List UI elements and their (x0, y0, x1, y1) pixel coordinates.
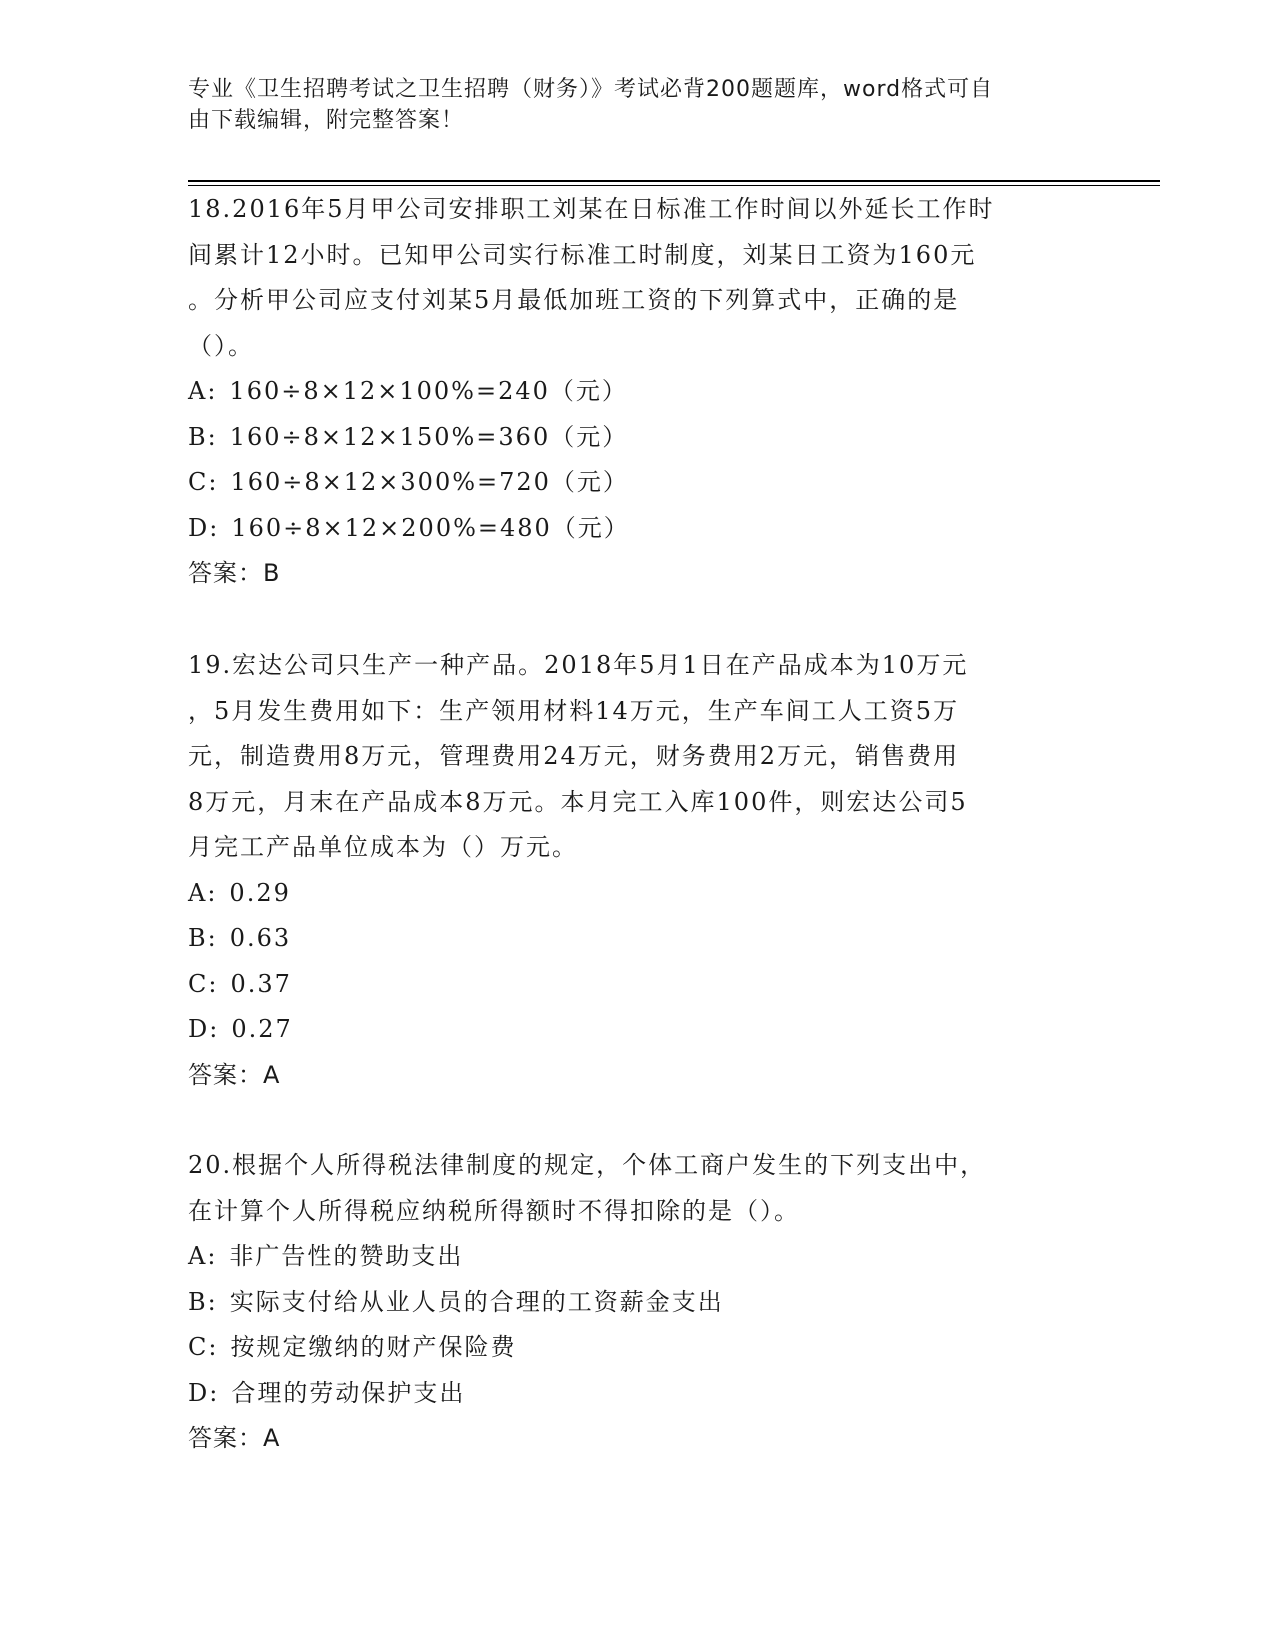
question-stem-line: 。分析甲公司应支付刘某5月最低加班工资的下列算式中，正确的是 (188, 286, 960, 314)
question-stem-line: 元，制造费用8万元，管理费用24万元，财务费用2万元，销售费用 (188, 742, 960, 770)
option-d (188, 506, 1088, 552)
answer-label: 答案：A (188, 1424, 281, 1452)
option-a (188, 871, 1088, 917)
option-a (188, 369, 1088, 415)
question-stem-line: 在计算个人所得税应纳税所得额时不得扣除的是（）。 (188, 1196, 800, 1225)
answer-label: 答案：A (188, 1060, 281, 1089)
option-text: 0.29 (229, 878, 291, 907)
question-18 (188, 187, 1088, 597)
answer-label: 答案：B (188, 559, 281, 587)
option-a (188, 1234, 1088, 1280)
option-letter: B: (188, 1287, 218, 1316)
option-b (188, 415, 1088, 461)
option-letter: A: (188, 377, 218, 405)
option-text: 160÷8×12×300%=720（元） (230, 468, 629, 496)
header-line-1: 专业《卫生招聘考试之卫生招聘（财务）》考试必背200题题库，word格式可自 (188, 77, 994, 102)
question-19 (188, 643, 1088, 1098)
header-divider-thick (188, 180, 1160, 182)
option-letter: B: (188, 422, 218, 451)
option-text: 合理的劳动保护支出 (231, 1378, 466, 1407)
option-c (188, 460, 1088, 506)
option-text: 实际支付给从业人员的合理的工资薪金支出 (229, 1287, 724, 1316)
option-b (188, 916, 1088, 962)
option-d (188, 1371, 1088, 1417)
question-stem-line: 间累计12小时。已知甲公司实行标准工时制度，刘某日工资为160元 (188, 240, 977, 269)
question-stem-line: 8万元，月末在产品成本8万元。本月完工入库100件，则宏达公司5 (188, 787, 968, 816)
document-header (188, 74, 1078, 136)
header-line-2: 由下载编辑，附完整答案！ (188, 108, 465, 133)
option-letter: D: (188, 1378, 220, 1407)
option-letter: B: (188, 924, 218, 952)
option-text: 160÷8×12×100%=240（元） (229, 377, 628, 405)
question-stem-line: 18.2016年5月甲公司安排职工刘某在日标准工作时间以外延长工作时 (188, 195, 995, 223)
option-text: 0.27 (231, 1015, 293, 1043)
option-d (188, 1007, 1088, 1053)
option-letter: D: (188, 513, 220, 542)
option-letter: D: (188, 1015, 220, 1043)
option-c (188, 1325, 1088, 1371)
option-b (188, 1280, 1088, 1326)
option-letter: C: (188, 969, 219, 998)
question-stem-line: 19.宏达公司只生产一种产品。2018年5月1日在产品成本为10万元 (188, 651, 969, 679)
option-text: 0.37 (230, 969, 292, 998)
option-c (188, 962, 1088, 1008)
option-text: 非广告性的赞助支出 (229, 1242, 464, 1270)
question-stem-line: 20.根据个人所得税法律制度的规定，个体工商户发生的下列支出中， (188, 1151, 987, 1179)
header-divider-thin (188, 185, 1160, 186)
option-text: 0.63 (229, 924, 292, 952)
option-letter: A: (188, 878, 218, 907)
option-text: 160÷8×12×150%=360（元） (229, 422, 629, 451)
option-letter: C: (188, 468, 219, 496)
option-text: 160÷8×12×200%=480（元） (231, 513, 630, 542)
option-text: 按规定缴纳的财产保险费 (230, 1333, 517, 1361)
option-letter: A: (188, 1242, 218, 1270)
question-stem-line: 月完工产品单位成本为（）万元。 (188, 833, 578, 861)
question-stem-line: ，5月发生费用如下：生产领用材料14万元，生产车间工人工资5万 (188, 696, 960, 725)
question-20 (188, 1143, 1088, 1462)
option-letter: C: (188, 1333, 219, 1361)
question-stem-line: （）。 (188, 331, 254, 360)
